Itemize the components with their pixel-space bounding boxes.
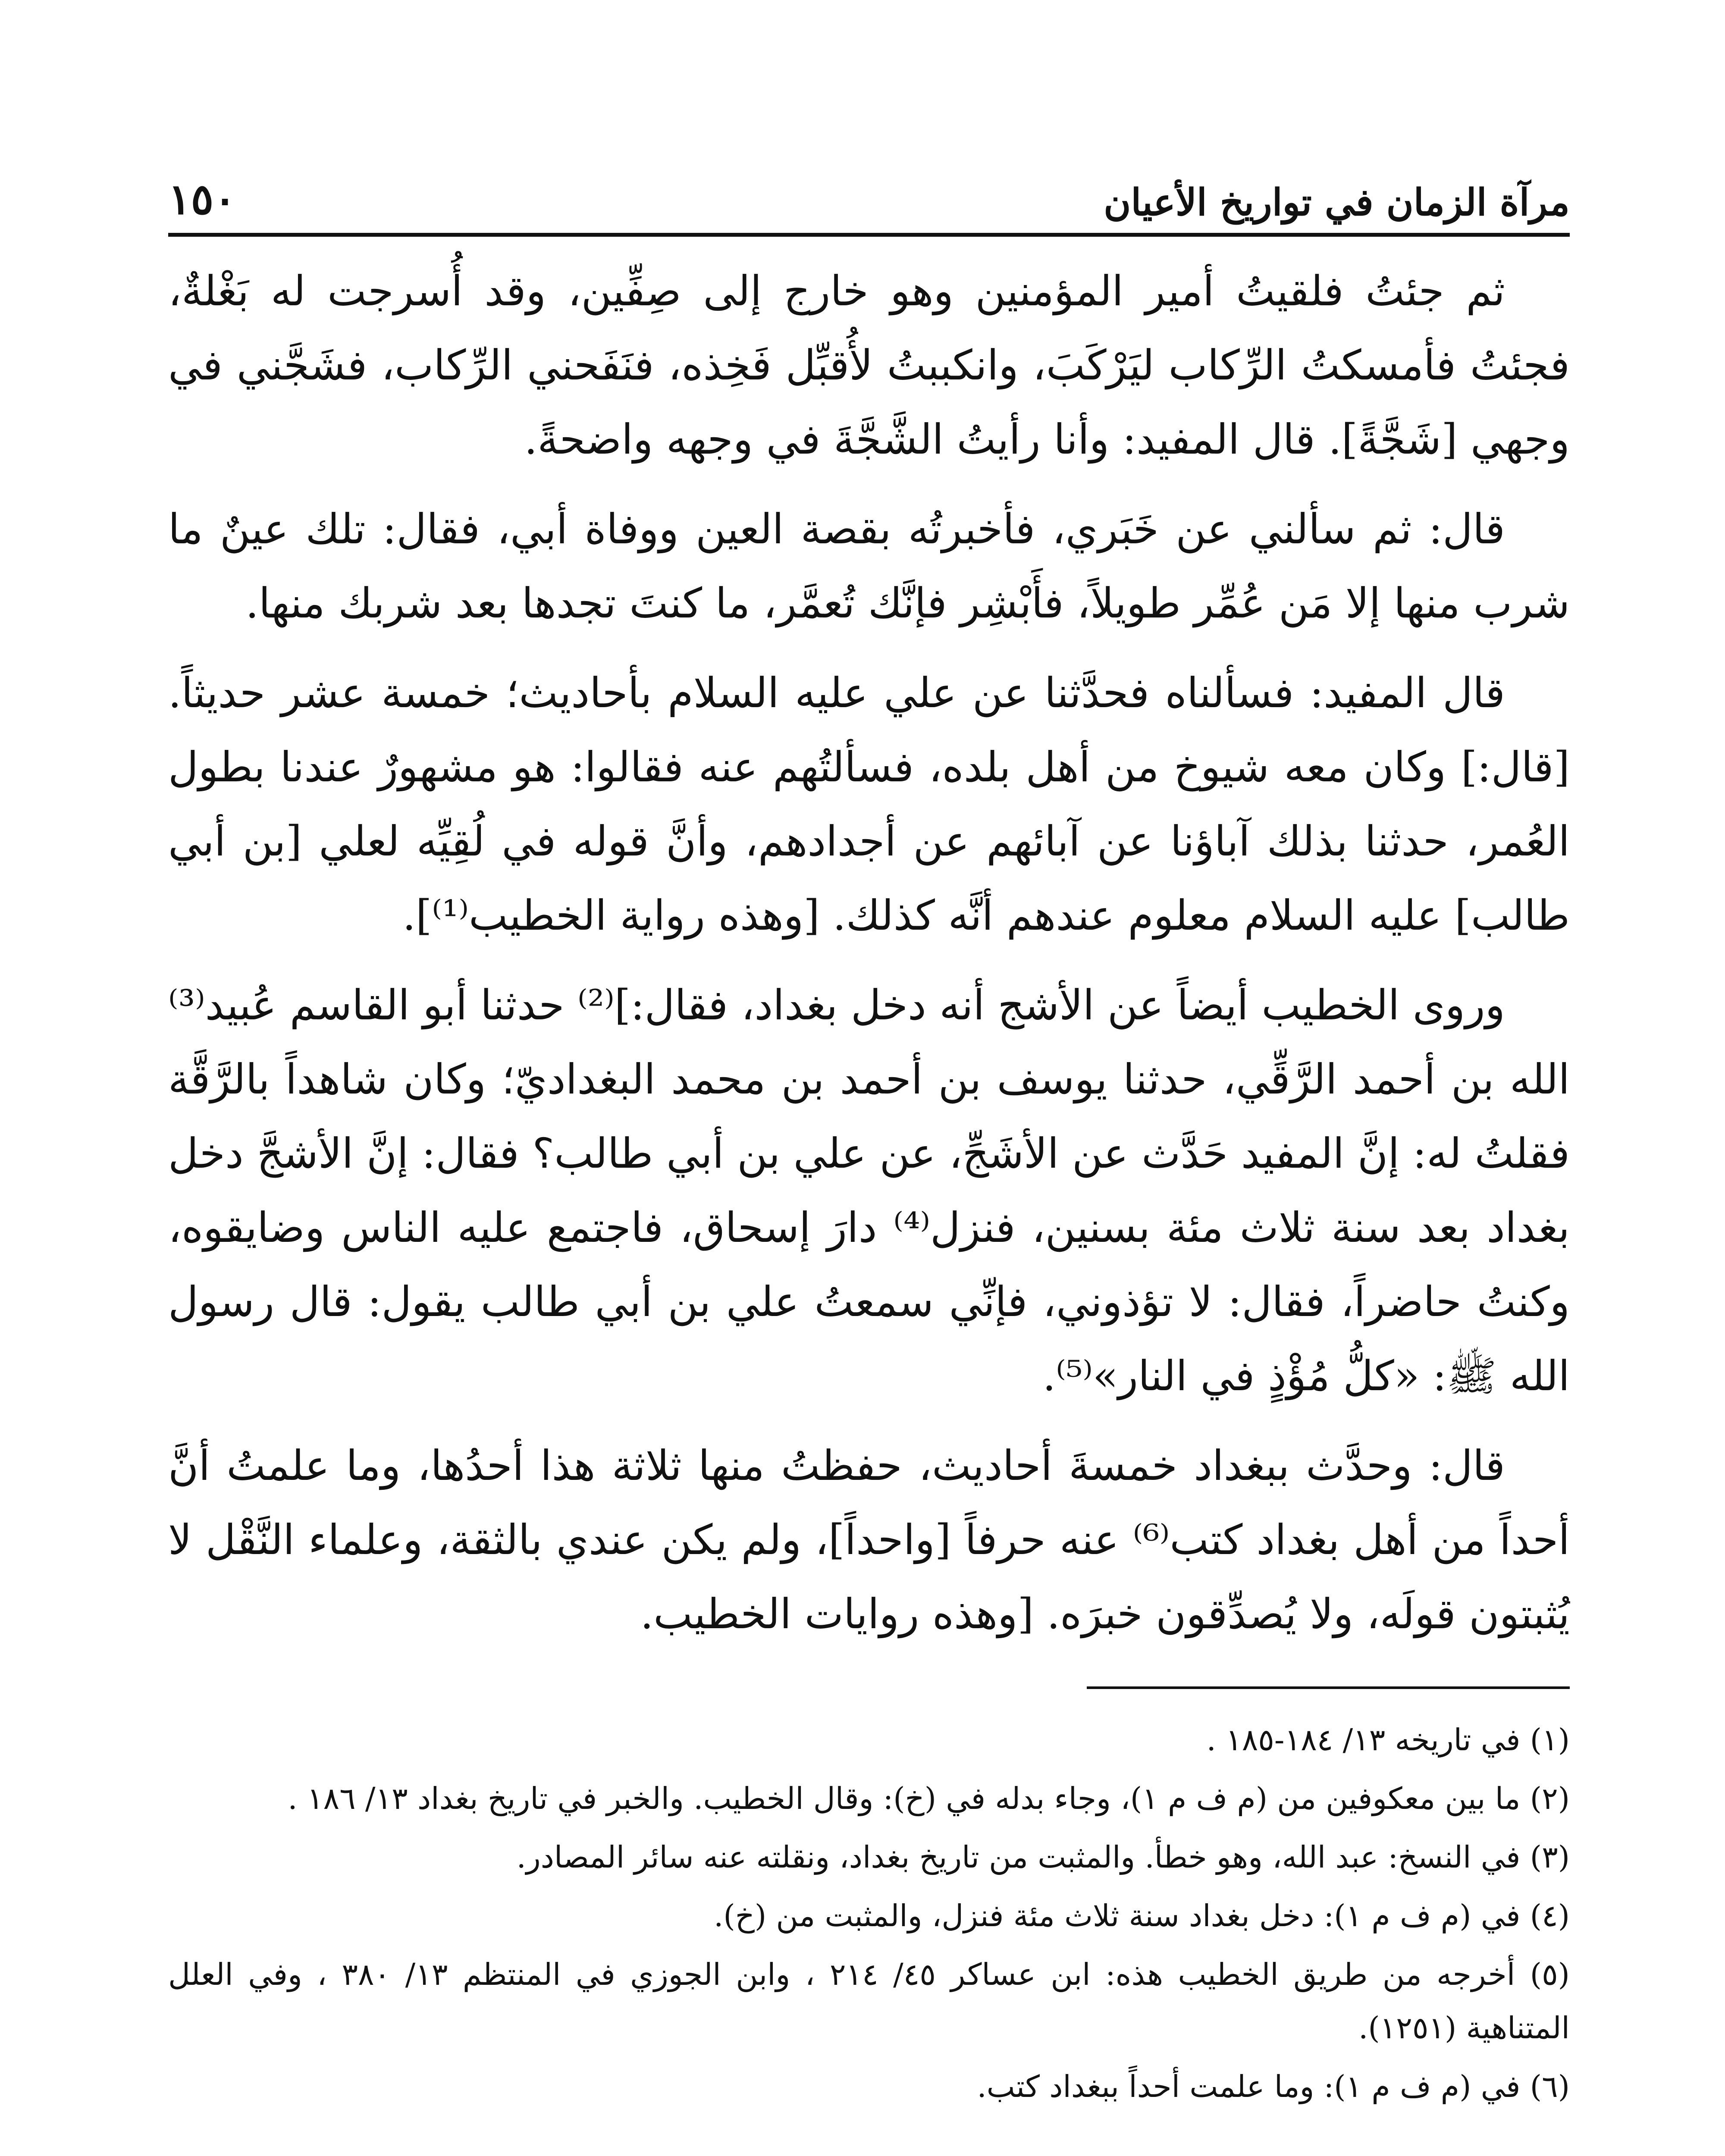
paragraph-2: قال: ثم سألني عن خَبَري، فأخبرتُه بقصة العين ووفاة أبي، فقال: تلك عينٌ ما شرب منها إلا مَن عُمِّر طويلاً، فأَبْشِر فإنَّك تُعمَّر، ما كنتَ تجدها بعد شربك منها.: [168, 505, 1570, 627]
footnote-5: (٥) أخرجه من طريق الخطيب هذه: ابن عساكر ٤٥/ ٢١٤ ، وابن الجوزي في المنتظم ١٣/ ٣٨٠ ، وفي العلل المتناهية (١٢٥١).: [168, 1957, 1570, 2046]
footnotes: [168, 1713, 1570, 2113]
footnote-2: (٢) ما بين معكوفين من (م ف م ١)، وجاء بدله في (خ): وقال الخطيب. والخبر في تاريخ بغداد ١٣/ ١٨٦ .: [288, 1781, 1570, 1816]
paragraph-3: قال المفيد: فسألناه فحدَّثنا عن علي عليه السلام بأحاديث؛ خمسة عشر حديثاً. [قال:] وكان معه شيوخ من أهل بلده، فسألتُهم عنه فقالوا: هو مشهورٌ عندنا بطول العُمر، حدثنا بذلك آباؤنا عن آبائهم عن أجدادهم، وأنَّ قوله في لُقِيِّه لعلي [بن أبي طالب] عليه السلام معلوم عندهم أنَّه كذلك. [وهذه رواية الخطيب⁽¹⁾].: [168, 669, 1570, 940]
book-page: [168, 168, 1570, 2156]
footnote-1: (١) في تاريخه ١٣/ ١٨٤-١٨٥ .: [1206, 1722, 1570, 1758]
running-title: مرآة الزمان في تواريخ الأعيان: [1104, 181, 1570, 224]
paragraph-5: قال: وحدَّث ببغداد خمسةَ أحاديث، حفظتُ منها ثلاثة هذا أحدُها، وما علمتُ أنَّ أحداً من أهل بغداد كتب⁽⁶⁾ عنه حرفاً [واحداً]، ولم يكن عندي بالثقة، وعلماء النَّقْل لا يُثبتون قولَه، ولا يُصدِّقون خبرَه. [وهذه روايات الخطيب.: [168, 1442, 1570, 1638]
footnote-separator-wrap: [168, 1667, 1570, 1713]
footnote-separator: [1087, 1686, 1570, 1689]
main-text: [168, 254, 1570, 1651]
footnote-6: (٦) في (م ف م ١): وما علمت أحداً ببغداد كتب.: [977, 2069, 1570, 2104]
page-header: [168, 168, 1570, 237]
paragraph-1: ثم جئتُ فلقيتُ أمير المؤمنين وهو خارج إلى صِفِّين، وقد أُسرجت له بَغْلةٌ، فجئتُ فأمسكتُ الرِّكاب ليَرْكَبَ، وانكببتُ لأُقبِّل فَخِذه، فنَفَحني الرِّكاب، فشَجَّني في وجهي [شَجَّةً]. قال المفيد: وأنا رأيتُ الشَّجَّةَ في وجهه واضحةً.: [168, 267, 1570, 464]
page-number: ١٥٠: [168, 175, 236, 224]
paragraph-4: وروى الخطيب أيضاً عن الأشج أنه دخل بغداد، فقال:]⁽²⁾ حدثنا أبو القاسم عُبيد⁽³⁾ الله بن أحمد الرَّقِّي، حدثنا يوسف بن أحمد بن محمد البغداديّ؛ وكان شاهداً بالرَّقَّة فقلتُ له: إنَّ المفيد حَدَّث عن الأشَجِّ، عن علي بن أبي طالب؟ فقال: إنَّ الأشجَّ دخل بغداد بعد سنة ثلاث مئة بسنين، فنزل⁽⁴⁾ دارَ إسحاق، فاجتمع عليه الناس وضايقوه، وكنتُ حاضراً، فقال: لا تؤذوني، فإنِّي سمعتُ علي بن أبي طالب يقول: قال رسول الله ﷺ: «كلُّ مُؤْذٍ في النار»⁽⁵⁾.: [168, 981, 1570, 1400]
footnote-4: (٤) في (م ف م ١): دخل بغداد سنة ثلاث مئة فنزل، والمثبت من (خ).: [714, 1898, 1570, 1934]
footnote-3: (٣) في النسخ: عبد الله، وهو خطأ. والمثبت من تاريخ بغداد، ونقلته عنه سائر المصادر.: [516, 1839, 1570, 1875]
